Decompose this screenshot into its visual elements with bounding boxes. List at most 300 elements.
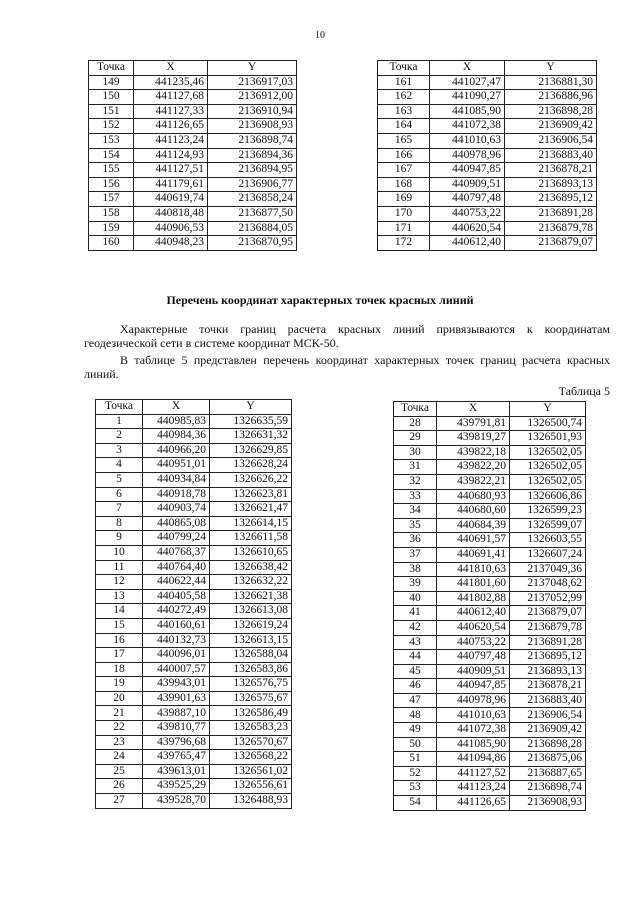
cell-y: 2136898,28 xyxy=(510,737,586,752)
cell-y: 2136906,54 xyxy=(510,708,586,723)
cell-x: 440096,01 xyxy=(143,648,210,663)
cell-x: 441085,90 xyxy=(430,104,505,119)
cell-y: 1326619,24 xyxy=(210,618,292,633)
cell-point: 167 xyxy=(378,163,430,178)
table-row xyxy=(96,414,292,429)
cell-point: 42 xyxy=(394,620,437,635)
cell-y: 1326632,22 xyxy=(210,575,292,590)
table-row xyxy=(89,90,297,105)
cell-y: 1326588,04 xyxy=(210,648,292,663)
cell-x: 440680,60 xyxy=(437,504,510,519)
cell-point: 157 xyxy=(89,192,134,207)
cell-x: 440818,48 xyxy=(134,206,208,221)
cell-point: 158 xyxy=(89,206,134,221)
cell-x: 440985,83 xyxy=(143,414,210,429)
cell-y: 1326570,67 xyxy=(210,735,292,750)
cell-y: 1326583,23 xyxy=(210,721,292,736)
cell-point: 5 xyxy=(96,472,143,487)
cell-x: 440619,74 xyxy=(134,192,208,207)
cell-point: 32 xyxy=(394,474,437,489)
cell-y: 2136898,74 xyxy=(510,781,586,796)
cell-y: 2137052,99 xyxy=(510,591,586,606)
cell-x: 441802,88 xyxy=(437,591,510,606)
cell-x: 440951,01 xyxy=(143,458,210,473)
table-row xyxy=(394,533,586,548)
table-row xyxy=(394,650,586,665)
cell-y: 2136917,03 xyxy=(208,75,297,90)
cell-x: 441010,63 xyxy=(437,708,510,723)
column-header-x: X xyxy=(430,61,505,76)
cell-y: 2136895,12 xyxy=(510,650,586,665)
table-row xyxy=(96,706,292,721)
cell-x: 440978,96 xyxy=(430,148,505,163)
table-row xyxy=(378,206,597,221)
cell-point: 160 xyxy=(89,236,134,251)
cell-point: 15 xyxy=(96,618,143,633)
cell-x: 441072,38 xyxy=(430,119,505,134)
cell-x: 440934,84 xyxy=(143,472,210,487)
cell-x: 440132,73 xyxy=(143,633,210,648)
table-row xyxy=(96,691,292,706)
cell-y: 2136893,13 xyxy=(505,177,597,192)
column-header-y: Y xyxy=(505,61,597,76)
cell-y: 2136909,42 xyxy=(510,723,586,738)
cell-y: 2136908,93 xyxy=(208,119,297,134)
cell-point: 33 xyxy=(394,489,437,504)
cell-y: 1326631,32 xyxy=(210,429,292,444)
cell-x: 439765,47 xyxy=(143,750,210,765)
cell-x: 440918,78 xyxy=(143,487,210,502)
table-row xyxy=(394,723,586,738)
cell-point: 40 xyxy=(394,591,437,606)
cell-y: 2136908,93 xyxy=(510,796,586,811)
table-row xyxy=(394,518,586,533)
cell-point: 51 xyxy=(394,752,437,767)
table-header-row xyxy=(394,402,586,417)
table-row xyxy=(96,779,292,794)
cell-x: 440007,57 xyxy=(143,662,210,677)
cell-point: 8 xyxy=(96,516,143,531)
cell-x: 440612,40 xyxy=(430,236,505,251)
cell-y: 1326629,85 xyxy=(210,443,292,458)
cell-x: 440903,74 xyxy=(143,502,210,517)
cell-point: 18 xyxy=(96,662,143,677)
cell-y: 1326606,86 xyxy=(510,489,586,504)
cell-y: 2136906,54 xyxy=(505,133,597,148)
cell-x: 440691,57 xyxy=(437,533,510,548)
cell-x: 440909,51 xyxy=(430,177,505,192)
cell-y: 1326502,05 xyxy=(510,445,586,460)
cell-x: 439887,10 xyxy=(143,706,210,721)
table-row xyxy=(96,618,292,633)
cell-point: 35 xyxy=(394,518,437,533)
cell-point: 34 xyxy=(394,504,437,519)
cell-point: 23 xyxy=(96,735,143,750)
column-header-y: Y xyxy=(510,402,586,417)
cell-point: 161 xyxy=(378,75,430,90)
cell-y: 1326576,75 xyxy=(210,677,292,692)
cell-x: 441126,65 xyxy=(134,119,208,134)
cell-y: 2136879,78 xyxy=(510,620,586,635)
column-header-point: Точка xyxy=(378,61,430,76)
table-row xyxy=(89,206,297,221)
cell-point: 2 xyxy=(96,429,143,444)
cell-point: 49 xyxy=(394,723,437,738)
table-row xyxy=(96,429,292,444)
cell-point: 28 xyxy=(394,416,437,431)
cell-point: 164 xyxy=(378,119,430,134)
cell-x: 441123,24 xyxy=(437,781,510,796)
cell-point: 31 xyxy=(394,460,437,475)
table-row xyxy=(394,562,586,577)
cell-x: 440984,36 xyxy=(143,429,210,444)
cell-point: 9 xyxy=(96,531,143,546)
page-number: 10 xyxy=(315,30,325,41)
cell-y: 2136887,65 xyxy=(510,766,586,781)
cell-point: 43 xyxy=(394,635,437,650)
cell-point: 17 xyxy=(96,648,143,663)
cell-x: 440272,49 xyxy=(143,604,210,619)
cell-x: 440799,24 xyxy=(143,531,210,546)
table-row xyxy=(378,148,597,163)
table-row xyxy=(378,90,597,105)
table-row xyxy=(96,764,292,779)
table-row xyxy=(96,589,292,604)
cell-x: 440797,48 xyxy=(437,650,510,665)
table-row xyxy=(378,192,597,207)
table-row xyxy=(394,460,586,475)
cell-x: 441090,27 xyxy=(430,90,505,105)
cell-y: 1326500,74 xyxy=(510,416,586,431)
table-row xyxy=(394,635,586,650)
cell-point: 150 xyxy=(89,90,134,105)
cell-x: 440691,41 xyxy=(437,547,510,562)
cell-point: 169 xyxy=(378,192,430,207)
cell-x: 440612,40 xyxy=(437,606,510,621)
cell-x: 439822,18 xyxy=(437,445,510,460)
table-row xyxy=(394,679,586,694)
cell-y: 1326575,67 xyxy=(210,691,292,706)
cell-x: 439943,01 xyxy=(143,677,210,692)
cell-y: 1326502,05 xyxy=(510,474,586,489)
cell-y: 2136879,07 xyxy=(510,606,586,621)
cell-point: 38 xyxy=(394,562,437,577)
cell-x: 441123,24 xyxy=(134,133,208,148)
cell-point: 37 xyxy=(394,547,437,562)
cell-x: 439901,63 xyxy=(143,691,210,706)
cell-point: 16 xyxy=(96,633,143,648)
cell-x: 441127,52 xyxy=(437,766,510,781)
cell-x: 441027,47 xyxy=(430,75,505,90)
table-row xyxy=(394,737,586,752)
column-header-point: Точка xyxy=(394,402,437,417)
cell-point: 3 xyxy=(96,443,143,458)
table-row xyxy=(96,575,292,590)
cell-y: 1326568,22 xyxy=(210,750,292,765)
table-row xyxy=(394,577,586,592)
table-row xyxy=(394,664,586,679)
cell-point: 7 xyxy=(96,502,143,517)
cell-y: 2136898,28 xyxy=(505,104,597,119)
table-row xyxy=(394,431,586,446)
cell-y: 2136877,50 xyxy=(208,206,297,221)
cell-x: 439796,68 xyxy=(143,735,210,750)
cell-y: 1326561,02 xyxy=(210,764,292,779)
cell-y: 1326621,47 xyxy=(210,502,292,517)
cell-point: 30 xyxy=(394,445,437,460)
cell-y: 2136878,21 xyxy=(505,163,597,178)
cell-y: 2136906,77 xyxy=(208,177,297,192)
table-row xyxy=(378,236,597,251)
cell-point: 21 xyxy=(96,706,143,721)
table-row xyxy=(96,721,292,736)
cell-point: 12 xyxy=(96,575,143,590)
cell-x: 441179,61 xyxy=(134,177,208,192)
table-row xyxy=(96,487,292,502)
cell-point: 159 xyxy=(89,221,134,236)
cell-y: 2137048,62 xyxy=(510,577,586,592)
cell-point: 152 xyxy=(89,119,134,134)
cell-point: 149 xyxy=(89,75,134,90)
cell-point: 39 xyxy=(394,577,437,592)
cell-y: 2136884,05 xyxy=(208,221,297,236)
cell-y: 2136858,24 xyxy=(208,192,297,207)
table-row xyxy=(89,148,297,163)
cell-x: 441126,65 xyxy=(437,796,510,811)
table-row xyxy=(89,221,297,236)
cell-x: 440620,54 xyxy=(430,221,505,236)
table-row xyxy=(394,547,586,562)
table-row xyxy=(96,648,292,663)
cell-y: 2136879,78 xyxy=(505,221,597,236)
table-row xyxy=(96,531,292,546)
cell-y: 2136878,21 xyxy=(510,679,586,694)
cell-x: 440966,20 xyxy=(143,443,210,458)
cell-x: 440947,85 xyxy=(437,679,510,694)
cell-y: 1326599,07 xyxy=(510,518,586,533)
cell-y: 1326610,65 xyxy=(210,545,292,560)
cell-x: 440909,51 xyxy=(437,664,510,679)
column-header-x: X xyxy=(143,400,210,415)
cell-point: 52 xyxy=(394,766,437,781)
cell-y: 2136893,13 xyxy=(510,664,586,679)
cell-x: 441801,60 xyxy=(437,577,510,592)
column-header-y: Y xyxy=(208,61,297,76)
cell-point: 47 xyxy=(394,693,437,708)
cell-y: 1326613,15 xyxy=(210,633,292,648)
cell-x: 441072,38 xyxy=(437,723,510,738)
section-title: Перечень координат характерных точек красных линий xyxy=(166,293,474,307)
table-row xyxy=(89,75,297,90)
cell-y: 1326556,61 xyxy=(210,779,292,794)
table-caption: Таблица 5 xyxy=(558,384,610,398)
table-row xyxy=(89,104,297,119)
paragraph-table-intro: В таблице 5 представлен перечень координат характерных точек границ расчета красных линий. xyxy=(84,353,610,381)
cell-x: 440797,48 xyxy=(430,192,505,207)
table-row xyxy=(378,177,597,192)
paragraph-reference-system: Характерные точки границ расчета красных линий привязываются к координатам геодезической сети в системе координат МСК-50. xyxy=(84,322,610,350)
cell-y: 2136910,94 xyxy=(208,104,297,119)
cell-y: 1326583,86 xyxy=(210,662,292,677)
column-header-point: Точка xyxy=(89,61,134,76)
cell-point: 154 xyxy=(89,148,134,163)
table-row xyxy=(394,504,586,519)
cell-y: 2136875,06 xyxy=(510,752,586,767)
cell-x: 440680,93 xyxy=(437,489,510,504)
table-row xyxy=(394,752,586,767)
table-row xyxy=(394,489,586,504)
cell-point: 172 xyxy=(378,236,430,251)
cell-point: 165 xyxy=(378,133,430,148)
cell-point: 54 xyxy=(394,796,437,811)
table-row xyxy=(394,693,586,708)
cell-y: 1326501,93 xyxy=(510,431,586,446)
cell-y: 2136883,40 xyxy=(510,693,586,708)
table-row xyxy=(394,606,586,621)
cell-y: 2136898,74 xyxy=(208,133,297,148)
cell-y: 1326613,08 xyxy=(210,604,292,619)
table-row xyxy=(89,119,297,134)
cell-point: 170 xyxy=(378,206,430,221)
cell-point: 153 xyxy=(89,133,134,148)
cell-x: 441094,86 xyxy=(437,752,510,767)
table-row xyxy=(96,502,292,517)
cell-y: 1326607,24 xyxy=(510,547,586,562)
table-row xyxy=(96,516,292,531)
table-header-row xyxy=(378,61,597,76)
cell-y: 2136883,40 xyxy=(505,148,597,163)
table-row xyxy=(378,119,597,134)
table-row xyxy=(394,445,586,460)
cell-point: 13 xyxy=(96,589,143,604)
cell-x: 440764,40 xyxy=(143,560,210,575)
cell-point: 20 xyxy=(96,691,143,706)
table-row xyxy=(378,75,597,90)
cell-point: 163 xyxy=(378,104,430,119)
table-row xyxy=(96,458,292,473)
cell-y: 2136891,28 xyxy=(505,206,597,221)
cell-x: 439822,20 xyxy=(437,460,510,475)
cell-point: 4 xyxy=(96,458,143,473)
cell-point: 14 xyxy=(96,604,143,619)
cell-point: 162 xyxy=(378,90,430,105)
cell-y: 1326635,59 xyxy=(210,414,292,429)
table-row xyxy=(96,662,292,677)
cell-y: 1326586,49 xyxy=(210,706,292,721)
cell-y: 1326628,24 xyxy=(210,458,292,473)
table-row xyxy=(96,472,292,487)
cell-x: 440978,96 xyxy=(437,693,510,708)
table-row xyxy=(96,677,292,692)
cell-y: 1326611,58 xyxy=(210,531,292,546)
cell-x: 441810,63 xyxy=(437,562,510,577)
cell-y: 2136870,95 xyxy=(208,236,297,251)
table-row xyxy=(89,133,297,148)
column-header-point: Точка xyxy=(96,400,143,415)
cell-y: 1326599,23 xyxy=(510,504,586,519)
cell-point: 155 xyxy=(89,163,134,178)
cell-point: 22 xyxy=(96,721,143,736)
cell-point: 168 xyxy=(378,177,430,192)
cell-point: 41 xyxy=(394,606,437,621)
cell-point: 151 xyxy=(89,104,134,119)
cell-x: 440768,37 xyxy=(143,545,210,560)
cell-y: 1326488,93 xyxy=(210,794,292,809)
cell-x: 439822,21 xyxy=(437,474,510,489)
cell-y: 2136912,00 xyxy=(208,90,297,105)
cell-x: 441127,68 xyxy=(134,90,208,105)
cell-point: 156 xyxy=(89,177,134,192)
table-row xyxy=(96,735,292,750)
cell-x: 440622,44 xyxy=(143,575,210,590)
cell-y: 1326502,05 xyxy=(510,460,586,475)
cell-point: 10 xyxy=(96,545,143,560)
cell-point: 48 xyxy=(394,708,437,723)
cell-x: 440906,53 xyxy=(134,221,208,236)
cell-point: 25 xyxy=(96,764,143,779)
cell-y: 2136894,95 xyxy=(208,163,297,178)
cell-x: 439819,27 xyxy=(437,431,510,446)
table-row xyxy=(89,236,297,251)
cell-point: 29 xyxy=(394,431,437,446)
column-header-y: Y xyxy=(210,400,292,415)
cell-point: 166 xyxy=(378,148,430,163)
cell-y: 1326626,22 xyxy=(210,472,292,487)
table-row xyxy=(394,620,586,635)
cell-x: 440753,22 xyxy=(430,206,505,221)
cell-y: 2136881,30 xyxy=(505,75,597,90)
cell-point: 1 xyxy=(96,414,143,429)
cell-y: 2136895,12 xyxy=(505,192,597,207)
table-row xyxy=(378,221,597,236)
cell-x: 440948,23 xyxy=(134,236,208,251)
cell-x: 440620,54 xyxy=(437,620,510,635)
cell-x: 439613,01 xyxy=(143,764,210,779)
cell-point: 11 xyxy=(96,560,143,575)
cell-y: 2136909,42 xyxy=(505,119,597,134)
cell-point: 171 xyxy=(378,221,430,236)
table-row xyxy=(394,708,586,723)
cell-y: 1326638,42 xyxy=(210,560,292,575)
cell-y: 2136879,07 xyxy=(505,236,597,251)
column-header-x: X xyxy=(134,61,208,76)
cell-x: 441010,63 xyxy=(430,133,505,148)
cell-y: 1326621,38 xyxy=(210,589,292,604)
table-row xyxy=(96,443,292,458)
cell-point: 27 xyxy=(96,794,143,809)
cell-point: 26 xyxy=(96,779,143,794)
cell-x: 440160,61 xyxy=(143,618,210,633)
table-row xyxy=(89,163,297,178)
cell-y: 2136886,96 xyxy=(505,90,597,105)
cell-x: 441235,46 xyxy=(134,75,208,90)
table-row xyxy=(96,560,292,575)
red-lines-table-left xyxy=(95,399,292,809)
cell-x: 441085,90 xyxy=(437,737,510,752)
cell-point: 53 xyxy=(394,781,437,796)
table-header-row xyxy=(96,400,292,415)
cell-x: 440753,22 xyxy=(437,635,510,650)
table-row xyxy=(394,781,586,796)
table-row xyxy=(96,545,292,560)
cell-y: 2136891,28 xyxy=(510,635,586,650)
cell-point: 36 xyxy=(394,533,437,548)
column-header-x: X xyxy=(437,402,510,417)
coordinates-table-top-right xyxy=(377,60,597,251)
cell-x: 439810,77 xyxy=(143,721,210,736)
cell-x: 441127,33 xyxy=(134,104,208,119)
cell-x: 441127,51 xyxy=(134,163,208,178)
